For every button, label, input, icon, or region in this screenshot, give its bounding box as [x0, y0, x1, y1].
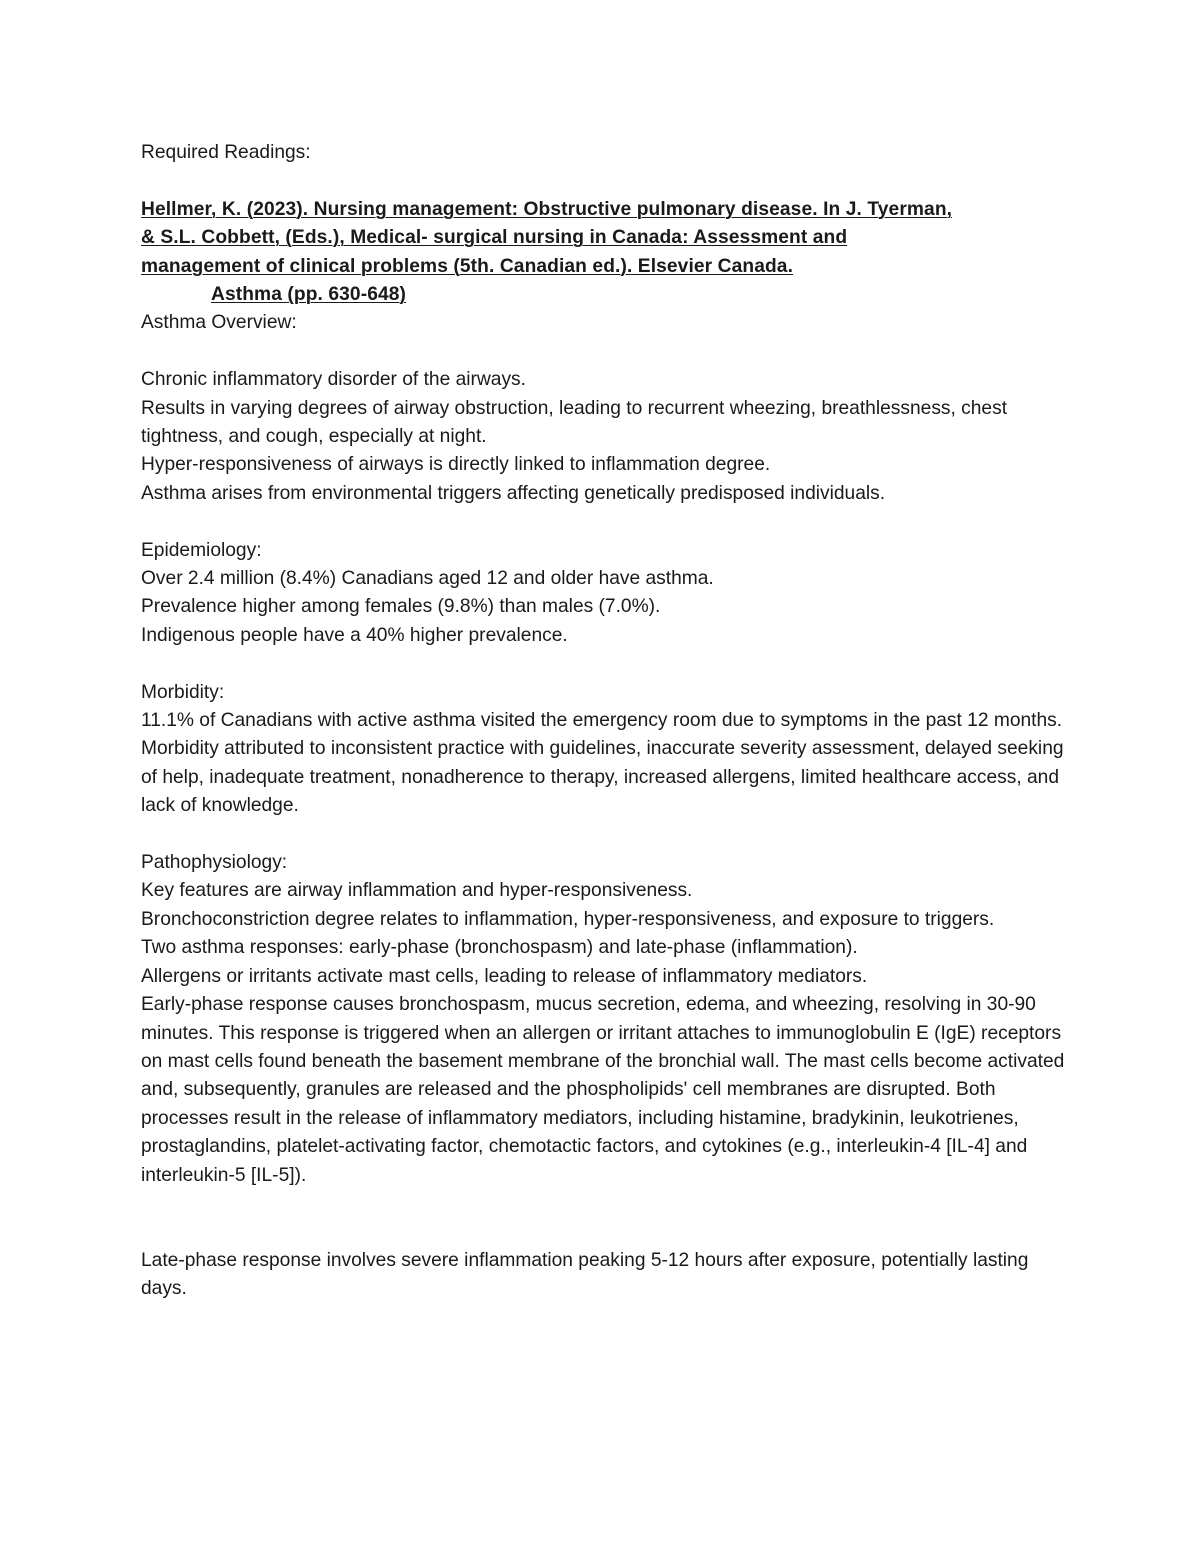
spacer: [141, 1190, 1068, 1218]
morbidity-point: Morbidity attributed to inconsistent practice with guidelines, inaccurate severity assessment, delayed seeking of help, inadequate treatment, nonadherence to therapy, increased allergens, limited healthcare access, and lack of knowledge.: [141, 738, 1064, 817]
spacer: [141, 167, 1068, 195]
pathophysiology-point: Allergens or irritants activate mast cells, leading to release of inflammatory mediators.: [141, 965, 868, 987]
spacer: [141, 821, 1068, 849]
overview-point: Results in varying degrees of airway obstruction, leading to recurrent wheezing, breathlessness, chest tightness, and cough, especially at night.: [141, 397, 1008, 448]
epidemiology-point: Over 2.4 million (8.4%) Canadians aged 12 and older have asthma.: [141, 568, 714, 590]
overview-point: Hyper-responsiveness of airways is directly linked to inflammation degree.: [141, 454, 771, 476]
overview-title: Asthma Overview:: [141, 312, 297, 334]
pathophysiology-point: Key features are airway inflammation and hyper-responsiveness.: [141, 880, 693, 902]
spacer: [141, 508, 1068, 536]
epidemiology-point: Prevalence higher among females (9.8%) than males (7.0%).: [141, 596, 661, 618]
epidemiology-point: Indigenous people have a 40% higher prevalence.: [141, 624, 568, 646]
late-phase-paragraph: Late-phase response involves severe inflammation peaking 5-12 hours after exposure, potentially lasting days.: [141, 1249, 1029, 1300]
citation-line-3: management of clinical problems (5th. Canadian ed.). Elsevier Canada.: [141, 255, 793, 277]
epidemiology-title: Epidemiology:: [141, 539, 262, 561]
citation-line-1: Hellmer, K. (2023). Nursing management: Obstructive pulmonary disease. In J. Tyerman,: [141, 198, 953, 220]
pathophysiology-point: Bronchoconstriction degree relates to inflammation, hyper-responsiveness, and exposure to triggers.: [141, 908, 995, 930]
pathophysiology-title: Pathophysiology:: [141, 852, 288, 874]
spacer: [141, 1218, 1068, 1246]
overview-point: Chronic inflammatory disorder of the airways.: [141, 369, 526, 391]
pathophysiology-point: Early-phase response causes bronchospasm, mucus secretion, edema, and wheezing, resolving in 30-90 minutes. This response is triggered when an allergen or irritant attaches to immunoglobulin E (IgE) receptors on mast cells found beneath the basement membrane of the bronchial wall. The mast cells become activated and, subsequently, granules are released and the phospholipids' cell membranes are disrupted. Both processes result in the release of inflammatory mediators, including histamine, bradykinin, leukotrienes, prostaglandins, platelet-activating factor, chemotactic factors, and cytokines (e.g., interleukin-4 [IL-4] and interleukin-5 [IL-5]).: [141, 994, 1065, 1186]
required-readings-heading: Required Readings:: [141, 142, 311, 163]
morbidity-title: Morbidity:: [141, 681, 225, 703]
morbidity-point: 11.1% of Canadians with active asthma visited the emergency room due to symptoms in the past 12 months.: [141, 710, 1063, 732]
spacer: [141, 650, 1068, 678]
spacer: [141, 338, 1068, 366]
pathophysiology-point: Two asthma responses: early-phase (bronchospasm) and late-phase (inflammation).: [141, 937, 858, 959]
overview-point: Asthma arises from environmental triggers affecting genetically predisposed individuals.: [141, 482, 886, 504]
citation-section: Asthma (pp. 630-648): [211, 284, 406, 306]
citation-line-2: & S.L. Cobbett, (Eds.), Medical- surgical nursing in Canada: Assessment and: [141, 227, 848, 249]
